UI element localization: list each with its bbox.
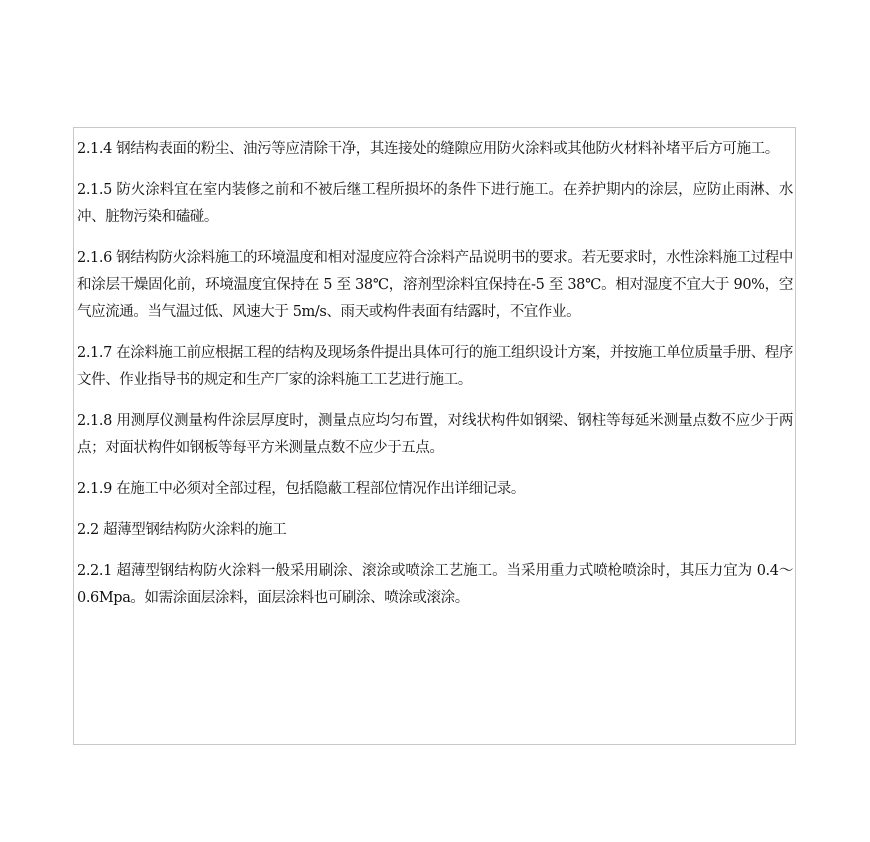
paragraph-2-1-9: 2.1.9 在施工中必须对全部过程，包括隐蔽工程部位情况作出详细记录。	[77, 481, 526, 497]
paragraph-2-2-1: 2.2.1 超薄型钢结构防火涂料一般采用刷涂、滚涂或喷涂工艺施工。当采用重力式喷枪喷涂时，其压力宜为 0.4～0.6Mpa。如需涂面层涂料，面层涂料也可刷涂、喷涂或滚涂。	[77, 563, 793, 606]
section-heading-2-2: 2.2 超薄型钢结构防火涂料的施工	[77, 522, 287, 538]
paragraph-2-1-6: 2.1.6 钢结构防火涂料施工的环境温度和相对湿度应符合涂料产品说明书的要求。若无要求时，水性涂料施工过程中和涂层干燥固化前，环境温度宜保持在 5 至 38℃，溶剂型涂料宜保持在-5 至 38℃。相对湿度不宜大于 90%，空气应流通。当气温过低、风速大于 5m/s、雨天或构件表面有结露时，不宜作业。	[77, 250, 793, 320]
paragraph-2-1-4: 2.1.4 钢结构表面的粉尘、油污等应清除干净，其连接处的缝隙应用防火涂料或其他防火材料补堵平后方可施工。	[77, 141, 779, 157]
paragraph-2-1-7: 2.1.7 在涂料施工前应根据工程的结构及现场条件提出具体可行的施工组织设计方案，并按施工单位质量手册、程序文件、作业指导书的规定和生产厂家的涂料施工工艺进行施工。	[77, 345, 793, 388]
paragraph-2-1-5: 2.1.5 防火涂料宜在室内装修之前和不被后继工程所损坏的条件下进行施工。在养护期内的涂层，应防止雨淋、水冲、脏物污染和磕碰。	[77, 182, 793, 225]
paragraph-2-1-8: 2.1.8 用测厚仪测量构件涂层厚度时，测量点应均匀布置，对线状构件如钢梁、钢柱等每延米测量点数不应少于两点；对面状构件如钢板等每平方米测量点数不应少于五点。	[77, 413, 793, 456]
document-text-box	[73, 127, 796, 745]
